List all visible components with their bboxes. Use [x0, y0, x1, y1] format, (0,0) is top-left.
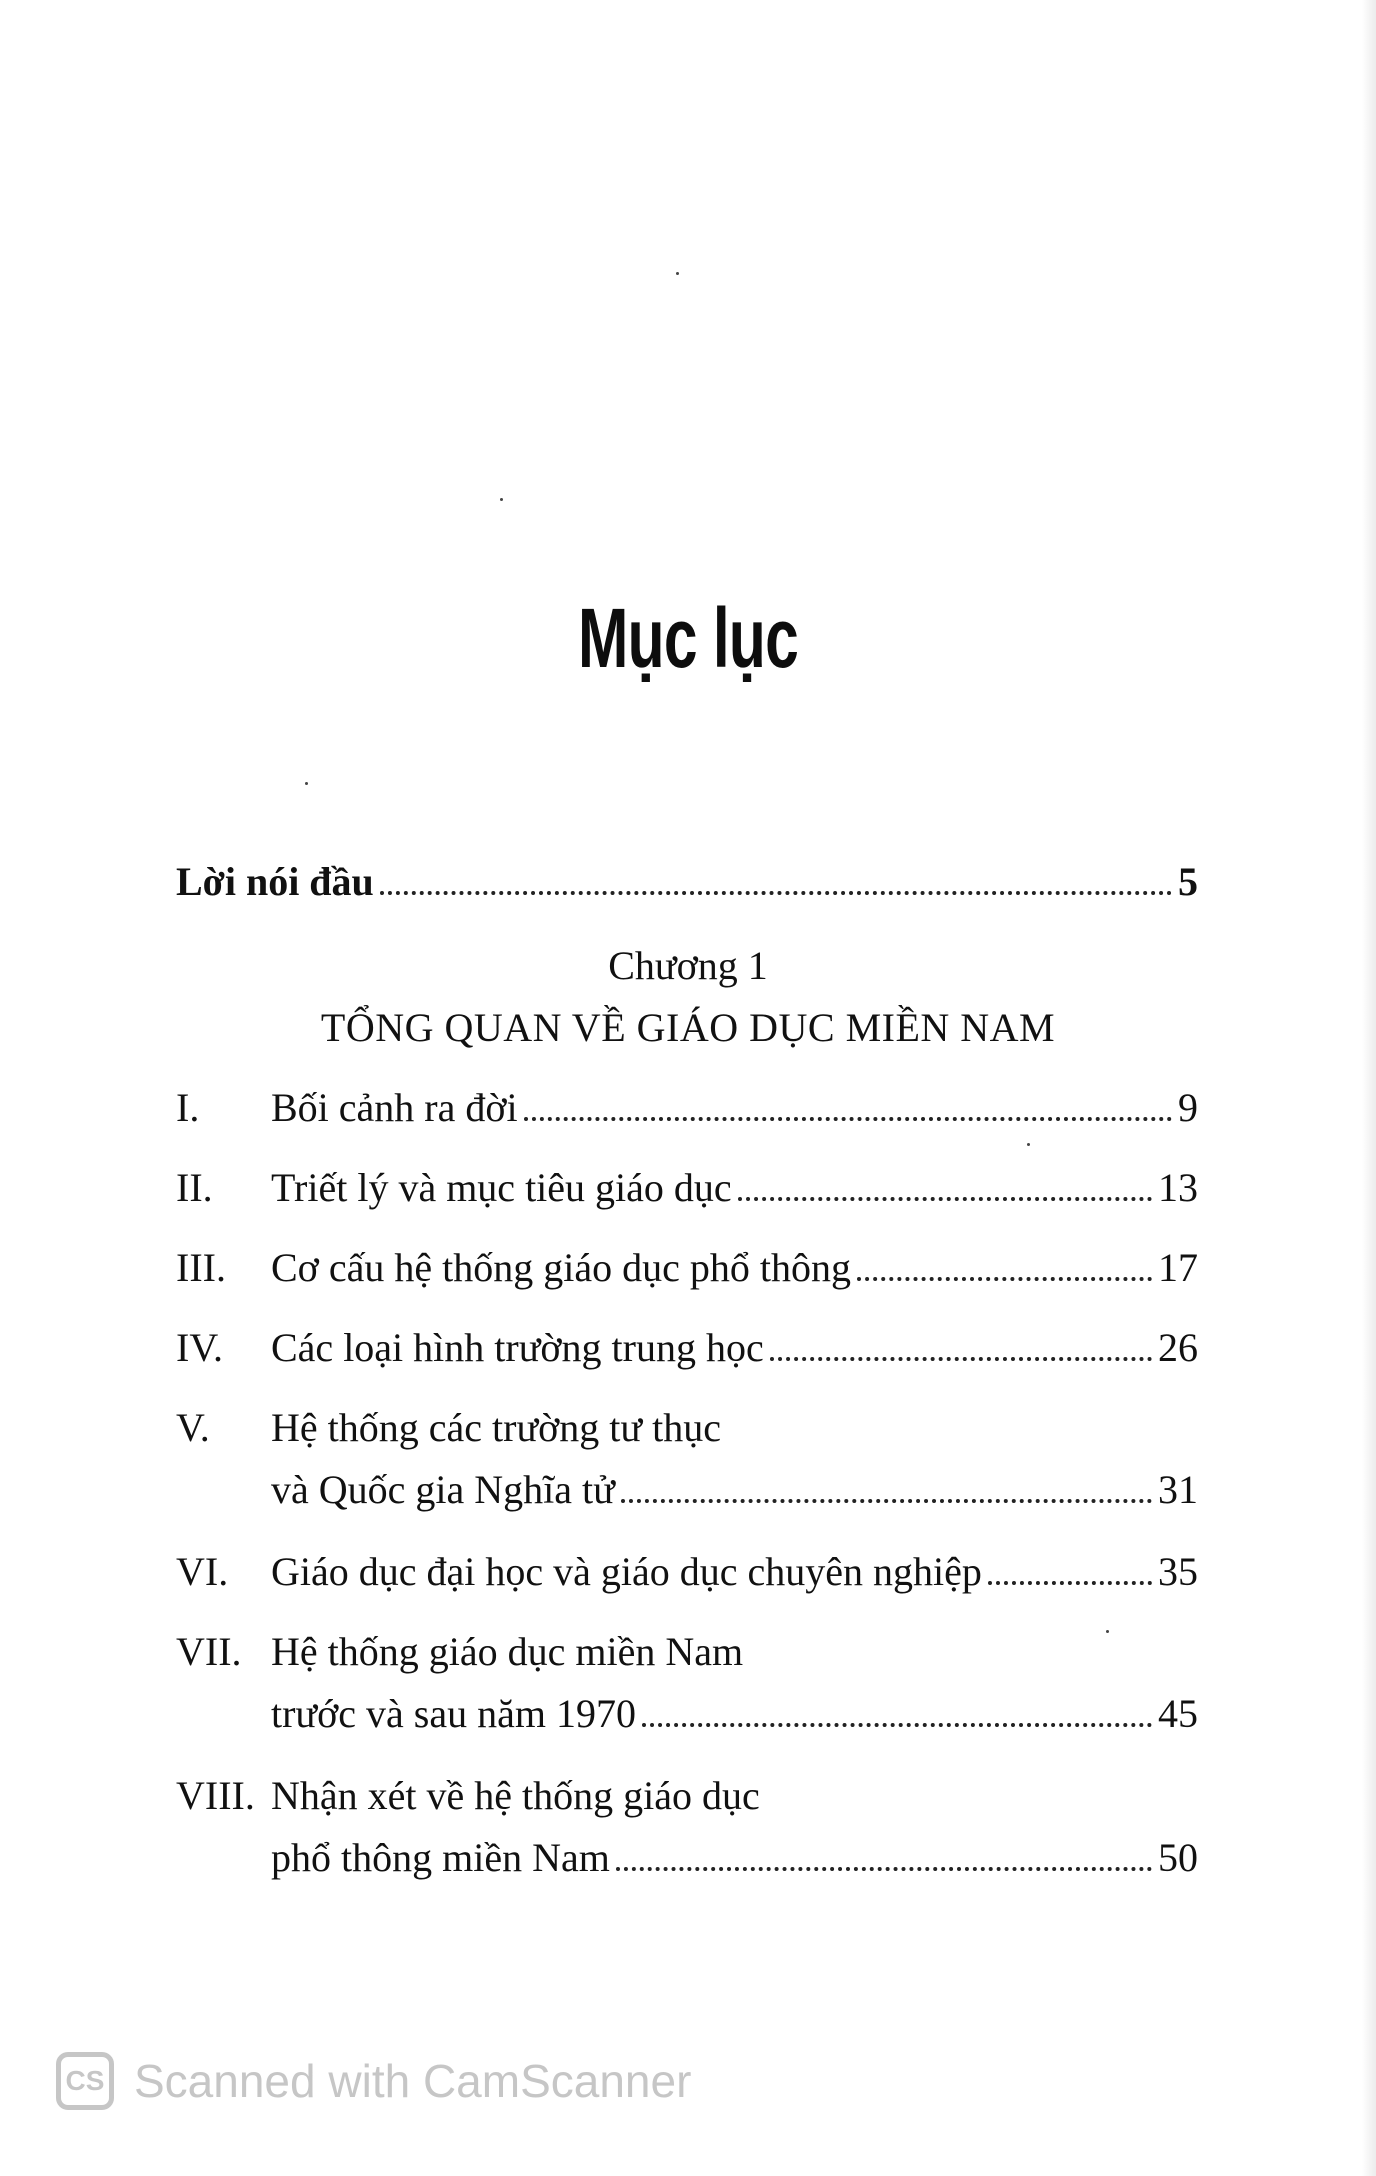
dot-leader — [857, 1277, 1152, 1281]
toc-entry-first-line[interactable] — [176, 1405, 1198, 1450]
toc-entry-continuation[interactable] — [176, 1467, 1198, 1512]
scan-speck — [676, 272, 679, 275]
toc-entry[interactable] — [176, 1085, 1198, 1130]
toc-page-number: 26 — [1158, 1325, 1198, 1370]
toc-entry-number: VI. — [176, 1549, 229, 1594]
scan-speck — [1106, 1630, 1109, 1633]
dot-leader — [616, 1867, 1152, 1871]
dot-leader — [642, 1723, 1152, 1727]
page-title: Mục lục — [577, 591, 799, 685]
toc-entry-number: V. — [176, 1405, 210, 1450]
toc-entry-label: Các loại hình trường trung học — [271, 1325, 764, 1370]
camscanner-logo-icon: CS — [56, 2052, 114, 2110]
toc-page-number: 5 — [1178, 859, 1198, 904]
toc-page-number: 13 — [1158, 1165, 1198, 1210]
toc-entry-label: Cơ cấu hệ thống giáo dục phổ thông — [271, 1245, 851, 1290]
chapter-heading: TỔNG QUAN VỀ GIÁO DỤC MIỀN NAM — [320, 1005, 1056, 1050]
toc-page-number: 35 — [1158, 1549, 1198, 1594]
watermark-text: Scanned with CamScanner — [134, 2055, 692, 2107]
toc-entry-number: IV. — [176, 1325, 224, 1370]
toc-entry-label: Lời nói đầu — [176, 859, 374, 904]
toc-entry[interactable] — [176, 1165, 1198, 1210]
toc-entry-label: Hệ thống các trường tư thục — [271, 1405, 721, 1450]
toc-entry-number: VIII. — [176, 1773, 255, 1818]
toc-entry[interactable] — [176, 1549, 1198, 1594]
toc-entry-first-line[interactable] — [176, 1773, 1198, 1818]
toc-entry-label: Triết lý và mục tiêu giáo dục — [271, 1165, 732, 1210]
toc-entry-label: trước và sau năm 1970 — [271, 1691, 636, 1736]
scan-speck — [500, 498, 503, 501]
toc-entry-continuation[interactable] — [176, 1835, 1198, 1880]
toc-entry-label: phổ thông miền Nam — [271, 1835, 610, 1880]
toc-entry-number: III. — [176, 1245, 226, 1290]
toc-entry-first-line[interactable] — [176, 1629, 1198, 1674]
page-edge-shadow — [1362, 0, 1376, 2176]
toc-entry[interactable] — [176, 1325, 1198, 1370]
camscanner-watermark — [56, 2052, 691, 2110]
toc-entry-label: Nhận xét về hệ thống giáo dục — [271, 1773, 760, 1818]
toc-entry-label: và Quốc gia Nghĩa tử — [271, 1467, 615, 1512]
toc-entry-number: I. — [176, 1085, 200, 1130]
toc-entry-continuation[interactable] — [176, 1691, 1198, 1736]
toc-entry-label: Hệ thống giáo dục miền Nam — [271, 1629, 744, 1674]
dot-leader — [621, 1499, 1152, 1503]
toc-page-number: 45 — [1158, 1691, 1198, 1736]
toc-page-number: 9 — [1178, 1085, 1198, 1130]
toc-entry-number: VII. — [176, 1629, 242, 1674]
toc-entry-preface[interactable] — [176, 859, 1198, 904]
dot-leader — [524, 1117, 1172, 1121]
toc-entry-label: Giáo dục đại học và giáo dục chuyên nghiệp — [271, 1549, 982, 1594]
dot-leader — [380, 891, 1172, 895]
chapter-label: Chương 1 — [608, 943, 768, 988]
toc-page-number: 50 — [1158, 1835, 1198, 1880]
toc-entry[interactable] — [176, 1245, 1198, 1290]
toc-entry-label: Bối cảnh ra đời — [271, 1085, 518, 1130]
dot-leader — [988, 1581, 1152, 1585]
scan-speck — [305, 782, 308, 785]
toc-page-number: 31 — [1158, 1467, 1198, 1512]
toc-entry-number: II. — [176, 1165, 213, 1210]
scan-speck — [1027, 1143, 1030, 1146]
dot-leader — [738, 1197, 1152, 1201]
dot-leader — [770, 1357, 1152, 1361]
toc-page-number: 17 — [1158, 1245, 1198, 1290]
